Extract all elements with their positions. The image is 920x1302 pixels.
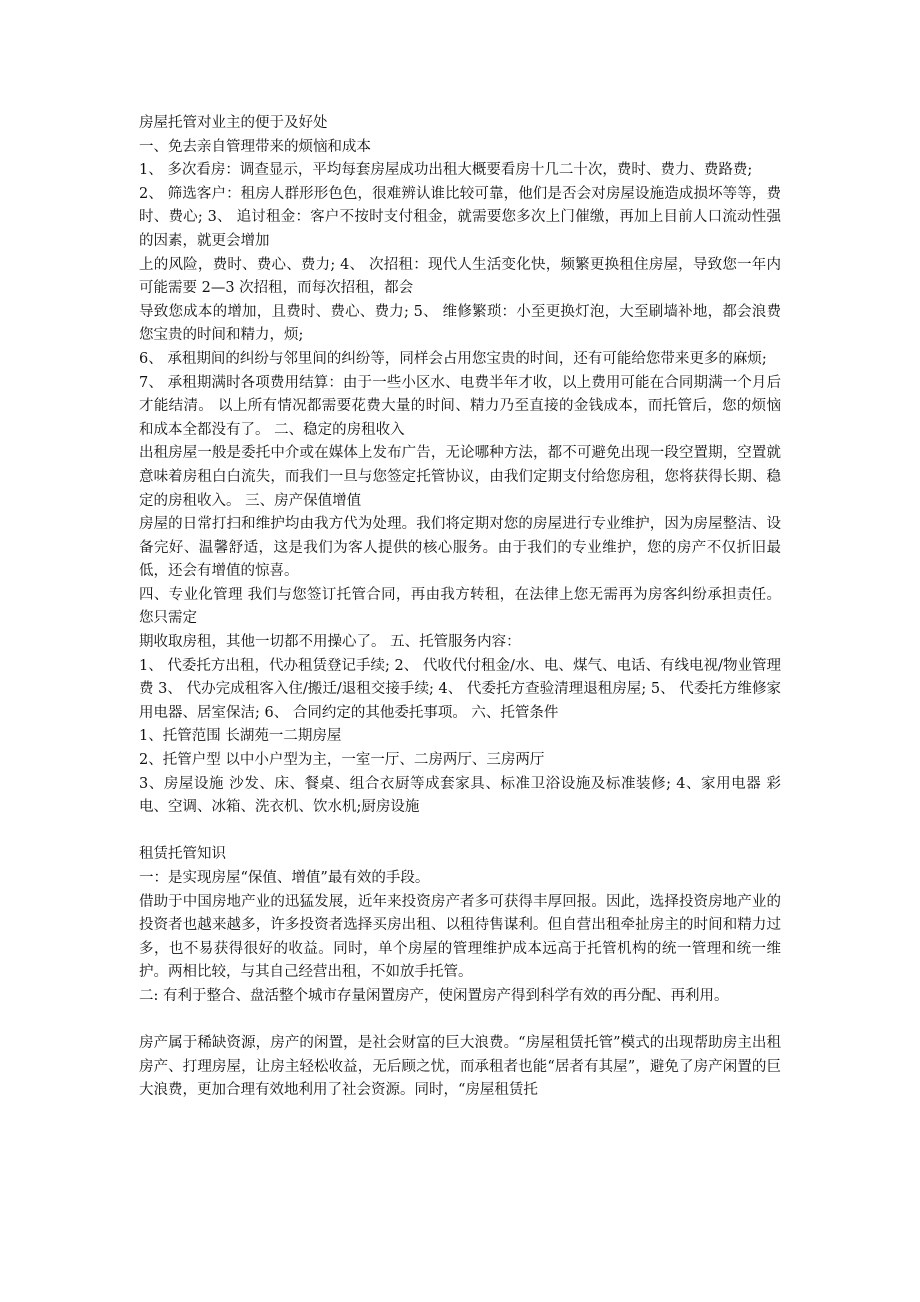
- spacer: [139, 1009, 781, 1033]
- paragraph: 上的风险，费时、费心、费力; 4、 次招租：现代人生活变化快，频繁更换租住房屋，导致您一年内可能需要 2—3 次招租，而每次招租，都会: [139, 256, 781, 297]
- document-title: 房屋托管对业主的便于及好处: [139, 115, 328, 131]
- paragraph: 四、专业化管理 我们与您签订托管合同，再由我方转租，在法律上您无需再为房客纠纷承担责任。您只需定: [139, 586, 781, 627]
- paragraph: 借助于中国房地产业的迅猛发展，近年来投资房产者多可获得丰厚回报。因此，选择投资房地产业的投资者也越来越多，许多投资者选择买房出租、以租待售谋利。但自营出租牵扯房主的时间和精力过多，也不易获得很好的收益。同时，单个房屋的管理维护成本远高于托管机构的统一管理和统一维护。两相比较，与其自己经营出租，不如放手托管。: [139, 893, 781, 981]
- paragraph: 2、托管户型 以中小户型为主，一室一厅、二房两厅、三房两厅: [139, 752, 545, 769]
- paragraph: 1、 代委托方出租，代办租赁登记手续; 2、 代收代付租金/水、电、煤气、电话、有线电视/物业管理费 3、 代办完成租客入住/搬迁/退租交接手续; 4、 代委托方查验清理退租房屋; 5、 代委托方维修家用电器、居室保洁; 6、 合同约定的其他委托事项。 六、托管条件: [139, 657, 781, 721]
- paragraph: 1、 多次看房：调查显示，平均每套房屋成功出租大概要看房十几二十次，费时、费力、费路费;: [139, 162, 753, 179]
- paragraph: 2、 筛选客户：租房人群形形色色，很难辨认谁比较可靠，他们是否会对房屋设施造成损坏等等，费时、费心; 3、 追讨租金：客户不按时支付租金，就需要您多次上门催缴，再加上目前人口流动性强的因素，就更会增加: [139, 185, 781, 249]
- section-heading: 一：是实现房屋“保值、增值”最有效的手段。: [139, 870, 430, 886]
- paragraph: 房产属于稀缺资源，房产的闲置，是社会财富的巨大浪费。“房屋租赁托管”模式的出现帮助房主出租房产、打理房屋，让房主轻松收益，无后顾之忧，而承租者也能“居者有其屋”，避免了房产闲置的巨大浪费，更加合理有效地利用了社会资源。同时，“房屋租赁托: [139, 1035, 781, 1099]
- document-page: [139, 112, 781, 1103]
- section-heading: 二: 有利于整合、盘活整个城市存量闲置房产，使闲置房产得到科学有效的再分配、再利用。: [139, 987, 729, 1004]
- paragraph: 导致您成本的增加，且费时、费心、费力; 5、 维修繁琐：小至更换灯泡，大至刷墙补地，都会浪费您宝贵的时间和精力，烦;: [139, 303, 781, 344]
- spacer: [139, 820, 781, 844]
- paragraph: 7、 承租期满时各项费用结算：由于一些小区水、电费半年才收，以上费用可能在合同期满一个月后才能结清。 以上所有情况都需要花费大量的时间、精力乃至直接的金钱成本，而托管后，您的烦恼和成本全都没有了。 二、稳定的房租收入: [139, 374, 781, 438]
- paragraph: 1、托管范围 长湖苑一二期房屋: [139, 728, 342, 745]
- paragraph: 房屋的日常打扫和维护均由我方代为处理。我们将定期对您的房屋进行专业维护，因为房屋整洁、设备完好、温馨舒适，这是我们为客人提供的核心服务。由于我们的专业维护，您的房产不仅折旧最低，还会有增值的惊喜。: [139, 516, 781, 580]
- paragraph: 出租房屋一般是委托中介或在媒体上发布广告，无论哪种方法，都不可避免出现一段空置期，空置就意味着房租白白流失，而我们一旦与您签定托管协议，由我们定期支付给您房租，您将获得长期、稳定的房租收入。 三、房产保值增值: [139, 445, 781, 509]
- paragraph: 6、 承租期间的纠纷与邻里间的纠纷等，同样会占用您宝贵的时间，还有可能给您带来更多的麻烦;: [139, 350, 767, 367]
- paragraph: 3、房屋设施 沙发、床、餐桌、组合衣厨等成套家具、标准卫浴设施及标准装修; 4、家用电器 彩电、空调、冰箱、洗衣机、饮水机;厨房设施: [139, 775, 781, 816]
- section-title: 租赁托管知识: [139, 846, 226, 863]
- section-heading: 一、免去亲自管理带来的烦恼和成本: [139, 138, 371, 155]
- paragraph: 期收取房租，其他一切都不用操心了。 五、托管服务内容：: [139, 634, 521, 651]
